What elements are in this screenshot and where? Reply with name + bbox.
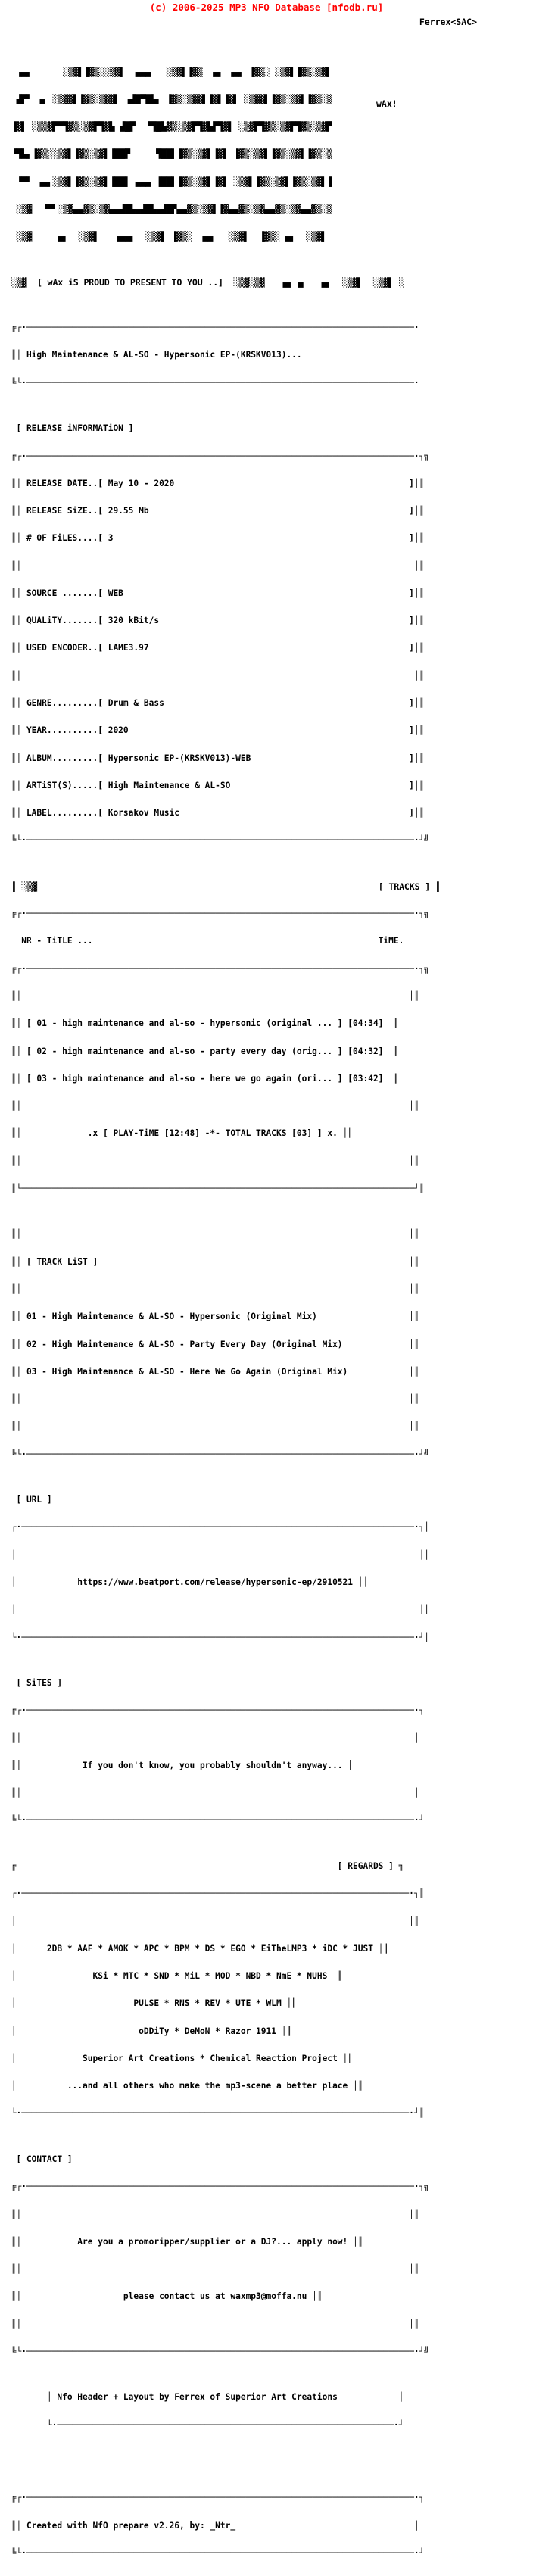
contact-spacer: ║│ │║	[6, 2264, 419, 2275]
ascii-art-line	[6, 39, 533, 48]
ascii-art-line: ▗▄▖ ░▒▓▌▐▓▒░░▒▓▌ ▄▄▄ ░▒▓▌▐▓▒ ▄▖ ▗▄▖ ▐▓▒░ ░▒▓▌▐▓▒░▒▓▌	[6, 66, 332, 77]
ascii-art-line: ▝▀▘ ▗▄▖░▒▓▌▐▓▒░▒▓▌▐██▌ ▄▄▄ ▐██▌▐▓▒░▒▓▌▐▓▌ ░▒▓▌▐▓▒░▒▓▌▐▓▒░▒▓▌▐	[6, 176, 332, 187]
field-used-encoder: ║│ USED ENCODER..[ LAME3.97 ]│║	[6, 643, 425, 653]
release-url: │ https://www.beatport.com/release/hypersonic-ep/2910521 ││	[6, 1577, 369, 1588]
credit-box-bottom: └·──────────────────────────────────────────────────────────────────·┘	[6, 2419, 404, 2430]
field-artists: ║│ ARTiST(S).....[ High Maintenance & AL-SO ]│║	[6, 780, 425, 791]
ascii-art-line: ▟▛▘ ▗▖ ░▒▓▓▌▐▓▒░▒▓▓▌ ▗▟█▀█▙▖ ▐▓▒░▒▓▓▌▐▓▌▐▓▌ ░▒▓▓▌▐▓▒░▒▓▌▐▓▒░▒	[6, 93, 332, 104]
sites-box-bottom: ╚└·────────────────────────────────────────────────────────────────────────────·┘	[6, 1815, 425, 1826]
title-box-top: ╔┌·────────────────────────────────────────────────────────────────────────────·	[6, 323, 419, 333]
section-label-sites: [ SiTES ]	[6, 1678, 63, 1689]
tracklist-item: ║│ 01 - High Maintenance & AL-SO - Hypersonic (Original Mix) │║	[6, 1311, 419, 1322]
regards-line: │ PULSE * RNS * REV * UTE * WLM │║	[6, 1998, 297, 2009]
relinfo-box-bottom: ╚└·────────────────────────────────────────────────────────────────────────────·┘╝	[6, 835, 430, 846]
sites-message: ║│ If you don't know, you probably shouldn't anyway... │	[6, 1760, 354, 1770]
regards-box-bottom: └·────────────────────────────────────────────────────────────────────────────·┘║	[6, 2108, 425, 2119]
section-label-contact: [ CONTACT ]	[6, 2153, 73, 2164]
ascii-art-line: ░▒▓ ▄▖ ░▒▓▌ ▗▄▄▖ ░▒▓▌ ▐▓▒░ ▄▄ ░▒▓▌ ▐▓▒░ ▄▖ ░▒▓▌	[6, 231, 332, 242]
ascii-art-line: ▝▜▙▖▐▓▒░░▒▓▌▐▓▒░▒▓▌▐██▛ ▜██▌▐▓▒░▒▓▌▐▓▌ ▐▓▒░▒▓▌▐▓▒░▒▓▌▐▓▒░▒	[6, 148, 332, 160]
contact-line: ║│ Are you a promoripper/supplier or a DJ?... apply now! │║	[6, 2236, 363, 2247]
field-album: ║│ ALBUM.........[ Hypersonic EP-(KRSKV013)-WEB ]│║	[6, 753, 425, 763]
nfo-text-canvas	[6, 12, 533, 2576]
regards-line: │ 2DB * AAF * AMOK * APC * BPM * DS * EGO * EiTheLMP3 * iDC * JUST │║	[6, 1943, 389, 1954]
footer-text: ║│ Created with NfO prepare v2.26, by: _Ntr_ │	[6, 2520, 419, 2531]
tracks-summary: ║│ .x [ PLAY-TiME [12:48] -*- TOTAL TRACKS [03] ] x. │║	[6, 1128, 354, 1139]
tracklist-spacer: ║│ │║	[6, 1229, 419, 1240]
field-spacer: ║│ │║	[6, 560, 425, 571]
footer-spacer	[6, 2466, 533, 2475]
tracks-spacer: ║│ │║	[6, 991, 419, 1002]
url-box-top: ┌·─────────────────────────────────────────────────────────────────────────────·┐│	[6, 1522, 430, 1533]
regards-line: │ Superior Art Creations * Chemical Reaction Project │║	[6, 2053, 354, 2063]
field-quality: ║│ QUALiTY.......[ 320 kBit/s ]│║	[6, 616, 425, 626]
contact-box-bottom: ╚└·────────────────────────────────────────────────────────────────────────────·┘╝	[6, 2346, 430, 2356]
copyright-banner: (c) 2006-2025 MP3 NFO Database [nfodb.ru]	[149, 2, 384, 13]
section-label-url: [ URL ]	[6, 1495, 52, 1505]
credit-line: │ Nfo Header + Layout by Ferrex of Superior Art Creations │	[6, 2392, 404, 2403]
field-release-size: ║│ RELEASE SiZE..[ 29.55 Mb ]│║	[6, 506, 425, 516]
regards-line: │ oDDiTy * DeMoN * Razor 1911 │║	[6, 2026, 292, 2036]
tracklist-box-bottom: ╚└·────────────────────────────────────────────────────────────────────────────·┘╝	[6, 1449, 430, 1459]
tracks-box-top: ╔┌·────────────────────────────────────────────────────────────────────────────·┐╗	[6, 909, 430, 919]
section-label-regards: ╔ [ REGARDS ] ╗	[6, 1860, 404, 1871]
banner-line: ░▒▓ [ wAx iS PROUD TO PRESENT TO YOU ..] ░▒▓░▒▓ ▗▄ ▗▖ ▄▖ ░▒▓▌ ░▒▓▌ ░	[6, 276, 404, 288]
contact-spacer: ║│ │║	[6, 2319, 419, 2329]
sites-spacer: ║│ │	[6, 1732, 419, 1743]
footer-box-bottom: ╚└·────────────────────────────────────────────────────────────────────────────·┘	[6, 2547, 425, 2558]
contact-spacer: ║│ │║	[6, 2209, 419, 2219]
field-release-date: ║│ RELEASE DATE..[ May 10 - 2020 ]│║	[6, 478, 425, 488]
tracklist-item: ║│ 02 - High Maintenance & AL-SO - Party Every Day (Original Mix) │║	[6, 1339, 419, 1349]
contact-email-line: ║│ please contact us at waxmp3@moffa.nu │║	[6, 2291, 323, 2302]
track-row: ║│ [ 02 - high maintenance and al-so - party every day (orig... ] [04:32] │║	[6, 1046, 399, 1056]
url-spacer: │ ││	[6, 1605, 430, 1615]
url-spacer: │ ││	[6, 1549, 430, 1560]
artist-signature: Ferrex<SAC>	[419, 17, 477, 27]
relinfo-box-top: ╔┌·────────────────────────────────────────────────────────────────────────────·┐╗	[6, 451, 430, 461]
tracklist-item: ║│ 03 - High Maintenance & AL-SO - Here We Go Again (Original Mix) │║	[6, 1366, 419, 1377]
regards-box-top: ┌·────────────────────────────────────────────────────────────────────────────·┐║	[6, 1888, 425, 1899]
section-label-release-information: [ RELEASE iNFORMATiON ]	[6, 423, 134, 434]
regards-line: │ KSi * MTC * SND * MiL * MOD * NBD * NmE * NUHS │║	[6, 1971, 343, 1982]
group-tag: wAx!	[376, 98, 397, 109]
track-row: ║│ [ 03 - high maintenance and al-so - here we go again (ori... ] [03:42] │║	[6, 1073, 399, 1084]
tracklist-spacer: ║│ │║	[6, 1394, 419, 1405]
release-title: ║│ High Maintenance & AL-SO - Hypersonic EP-(KRSKV013)...	[6, 350, 414, 360]
tracks-spacer: ║│ │║	[6, 1101, 419, 1112]
field-source: ║│ SOURCE .......[ WEB ]│║	[6, 588, 425, 598]
contact-box-top: ╔┌·────────────────────────────────────────────────────────────────────────────·┐╗	[6, 2181, 430, 2192]
tracks-box-top2: ╔┌·────────────────────────────────────────────────────────────────────────────·┐╗	[6, 963, 430, 974]
sites-box-top: ╔┌·────────────────────────────────────────────────────────────────────────────·┐	[6, 1705, 425, 1716]
sites-spacer: ║│ │	[6, 1788, 419, 1798]
field-year: ║│ YEAR..........[ 2020 ]│║	[6, 725, 425, 736]
track-row: ║│ [ 01 - high maintenance and al-so - hypersonic (original ... ] [04:34] │║	[6, 1018, 399, 1029]
url-box-bottom: └·─────────────────────────────────────────────────────────────────────────────·┘│	[6, 1632, 430, 1642]
section-label-tracks: ║ ░▒▓ [ TRACKS ] ║	[6, 881, 441, 892]
tracks-divider: ║└─────────────────────────────────────────────────────────────────────────────┘║	[6, 1184, 425, 1193]
tracklist-spacer: ║│ │║	[6, 1421, 419, 1432]
regards-line: │ ...and all others who make the mp3-scene a better place │║	[6, 2081, 363, 2091]
ascii-art-line: ░▒▓ ▝▀▘░▒▓▄▄▓▒░▒▓▄▄▟█▙▄▟█▙▄▟█▛▄▄▓▒░▒▓▌▐▓▄▄▓▒░▒▓▄▄▓▒░▒▓▄▄▓▒░▒	[6, 203, 332, 214]
ascii-art-line: ▐▓▌ ░▒▒▓▛▀▜▓▒░▒▓▛▜▓▙ ▟█▛ ▝▜█▙▓▒░▒▓▛▜▓▙▛▜▓▌ ░▒▓▛▜▓▒░▒▓▛▜▓▒░▒▓▛	[6, 121, 332, 133]
footer-box-top: ╔┌·────────────────────────────────────────────────────────────────────────────·┐	[6, 2493, 425, 2503]
field-spacer: ║│ │║	[6, 670, 425, 681]
tracks-spacer: ║│ │║	[6, 1155, 419, 1166]
field-label: ║│ LABEL.........[ Korsakov Music ]│║	[6, 808, 425, 819]
title-box-bottom: ╚└·────────────────────────────────────────────────────────────────────────────·	[6, 377, 419, 388]
tracks-column-header: NR - TiTLE ... TiME.	[6, 936, 404, 947]
tracklist-spacer: ║│ │║	[6, 1284, 419, 1295]
section-label-track-list: ║│ [ TRACK LiST ] │║	[6, 1256, 419, 1267]
field-number-of-files: ║│ # OF FiLES....[ 3 ]│║	[6, 533, 425, 544]
field-genre: ║│ GENRE.........[ Drum & Bass ]│║	[6, 698, 425, 709]
regards-spacer: │ │║	[6, 1916, 419, 1926]
